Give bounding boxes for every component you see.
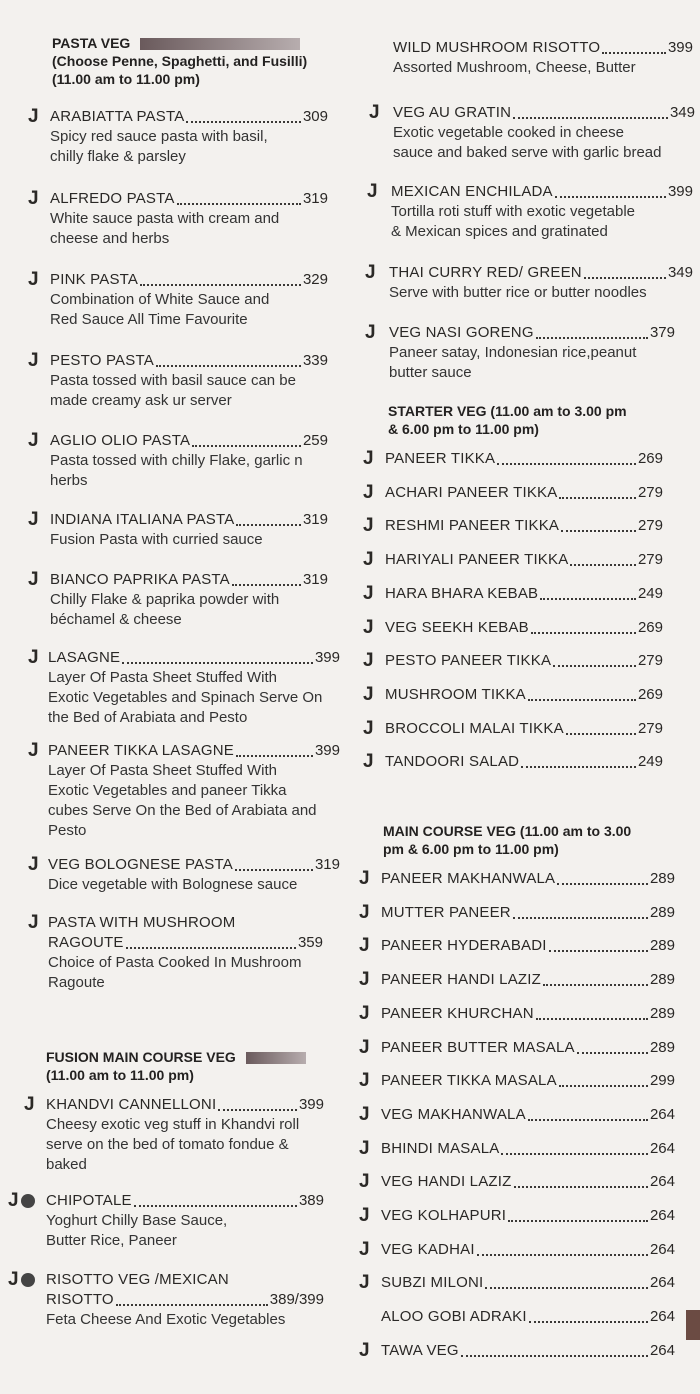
item-price: 259 xyxy=(302,432,328,449)
jain-marker: J xyxy=(24,1094,35,1115)
desc-line: cheese and herbs xyxy=(50,230,170,247)
item-name: PANEER KHURCHAN xyxy=(381,1004,534,1022)
dot-leader xyxy=(540,598,636,600)
menu-item xyxy=(367,182,693,242)
desc-line: Ragoute xyxy=(48,974,105,991)
desc-line: White sauce pasta with cream and xyxy=(50,210,280,227)
menu-item xyxy=(359,1172,675,1192)
jain-marker: J xyxy=(363,751,374,773)
jain-marker: J xyxy=(363,683,374,705)
jain-letter: J xyxy=(8,1269,19,1290)
item-name: PESTO PANEER TIKKA xyxy=(385,652,552,670)
menu-item xyxy=(359,869,675,889)
item-name: VEG NASI GORENG xyxy=(389,324,534,341)
menu-item xyxy=(28,189,328,249)
item-price: 264 xyxy=(649,1139,675,1157)
desc-line: serve on the bed of tomato fondue & xyxy=(46,1136,289,1153)
header-bar xyxy=(140,38,300,50)
dot-leader xyxy=(235,869,313,871)
jain-marker: J xyxy=(28,647,39,668)
item-name: RESHMI PANEER TIKKA xyxy=(385,517,560,535)
desc-line: & Mexican spices and gratinated xyxy=(391,223,608,240)
main-course-header xyxy=(383,822,631,858)
dot-leader xyxy=(529,1321,648,1323)
desc-line: Choice of Pasta Cooked In Mushroom xyxy=(48,954,302,971)
fusion-header xyxy=(46,1048,306,1084)
item-price: 269 xyxy=(637,450,663,467)
dot-leader xyxy=(513,117,668,119)
jain-marker: J xyxy=(369,102,380,123)
item-name: THAI CURRY RED/ GREEN xyxy=(389,264,582,281)
item-price: 309 xyxy=(302,108,328,125)
item-name: MUSHROOM TIKKA xyxy=(385,685,526,703)
item-desc xyxy=(389,343,675,383)
jain-marker: J xyxy=(359,1205,370,1226)
jain-marker: J xyxy=(28,569,39,590)
menu-item xyxy=(359,903,675,923)
menu-item xyxy=(359,1105,675,1125)
item-name: VEG KOLHAPURI xyxy=(381,1207,507,1224)
menu-item xyxy=(359,1038,675,1058)
starter-hours: & 6.00 pm to 11.00 pm) xyxy=(388,421,539,437)
item-name: PANEER TIKKA xyxy=(385,450,496,467)
dot-leader xyxy=(140,284,301,286)
dot-leader xyxy=(218,1109,297,1111)
item-price: 329 xyxy=(302,271,328,288)
item-name: TAWA VEG xyxy=(381,1341,459,1359)
item-name: INDIANA ITALIANA PASTA xyxy=(50,511,235,528)
desc-line: Assorted Mushroom, Cheese, Butter xyxy=(393,59,636,76)
pasta-title: PASTA VEG xyxy=(52,35,131,51)
jain-marker: J xyxy=(28,912,39,933)
menu-item xyxy=(28,510,328,550)
item-name: PANEER MAKHANWALA xyxy=(381,870,556,887)
starter-title: STARTER VEG (11.00 am to 3.00 pm xyxy=(388,403,627,419)
jain-marker: J xyxy=(28,430,39,451)
pasta-subtitle: (Choose Penne, Spaghetti, and Fusilli) xyxy=(52,53,308,69)
item-price: 279 xyxy=(637,517,663,535)
jain-marker: J xyxy=(363,717,374,739)
item-price: 379 xyxy=(649,324,675,341)
menu-item xyxy=(363,752,663,772)
menu-item xyxy=(359,1071,675,1091)
menu-item xyxy=(363,449,663,469)
menu-item xyxy=(363,651,663,671)
dot-leader xyxy=(497,463,636,465)
header-bar xyxy=(246,1052,306,1064)
item-desc xyxy=(389,283,693,303)
item-name: AGLIO OLIO PASTA xyxy=(50,432,191,449)
item-name: VEG SEEKH KEBAB xyxy=(385,618,529,636)
item-price: 264 xyxy=(649,1105,675,1123)
item-desc xyxy=(46,1115,324,1175)
dot-leader xyxy=(236,524,301,526)
starter-header xyxy=(388,402,627,438)
menu-item xyxy=(359,970,675,990)
item-name: HARA BHARA KEBAB xyxy=(385,584,539,602)
dot-leader xyxy=(461,1355,648,1357)
jain-marker xyxy=(8,1270,35,1290)
item-name: ARABIATTA PASTA xyxy=(50,108,185,125)
item-price: 399 xyxy=(667,183,693,200)
desc-line: chilly flake & parsley xyxy=(50,148,186,165)
item-desc xyxy=(50,127,328,167)
desc-line: Chilly Flake & paprika powder with xyxy=(50,591,280,608)
item-name: ALOO GOBI ADRAKI xyxy=(381,1308,527,1326)
jain-marker: J xyxy=(363,481,374,503)
item-name: PINK PASTA xyxy=(50,271,139,288)
jain-marker: J xyxy=(359,1171,370,1193)
menu-item xyxy=(393,38,693,78)
dot-leader xyxy=(570,564,636,566)
item-name: VEG KADHAI xyxy=(381,1240,475,1258)
dot-leader xyxy=(192,445,301,447)
dot-leader xyxy=(584,277,666,279)
jain-marker xyxy=(8,1191,35,1211)
menu-item xyxy=(8,1270,324,1330)
item-name: VEG HANDI LAZIZ xyxy=(381,1173,512,1191)
desc-line: béchamel & cheese xyxy=(50,611,182,628)
item-name: MEXICAN ENCHILADA xyxy=(391,183,553,200)
item-price: 279 xyxy=(637,652,663,670)
desc-line: Exotic vegetable cooked in cheese xyxy=(393,124,624,141)
jain-marker: J xyxy=(28,106,39,127)
desc-line: Layer Of Pasta Sheet Stuffed With xyxy=(48,762,278,779)
item-name: PANEER TIKKA LASAGNE xyxy=(48,742,235,759)
item-name: BROCCOLI MALAI TIKKA xyxy=(385,719,564,737)
item-desc xyxy=(46,1211,324,1251)
item-name: VEG MAKHANWALA xyxy=(381,1105,526,1123)
item-name-cont: RISOTTO xyxy=(46,1291,114,1308)
dot-leader xyxy=(513,917,648,919)
jain-marker: J xyxy=(28,188,39,209)
desc-line: Exotic Vegetables and Spinach Serve On xyxy=(48,689,323,706)
menu-item xyxy=(28,570,328,630)
dot-leader xyxy=(531,632,636,634)
dot-leader xyxy=(232,584,301,586)
item-price: 399 xyxy=(314,649,340,666)
item-name: WILD MUSHROOM RISOTTO xyxy=(393,39,601,56)
desc-line: Yoghurt Chilly Base Sauce, xyxy=(46,1212,228,1229)
item-name: PANEER HYDERABADI xyxy=(381,937,547,955)
menu-item xyxy=(28,741,338,841)
desc-line: Pasta tossed with basil sauce can be xyxy=(50,372,296,389)
menu-item xyxy=(28,107,328,167)
dot-leader xyxy=(186,121,301,123)
jain-marker: J xyxy=(363,616,374,638)
dot-leader xyxy=(116,1304,268,1306)
dot-leader xyxy=(559,1085,648,1087)
item-name: MUTTER PANEER xyxy=(381,903,511,921)
desc-line: Tortilla roti stuff with exotic vegetable xyxy=(391,203,636,220)
desc-line: Exotic Vegetables and paneer Tikka xyxy=(48,782,287,799)
item-price: 264 xyxy=(649,1308,675,1326)
menu-item xyxy=(28,855,338,895)
desc-line: Red Sauce All Time Favourite xyxy=(50,311,248,328)
desc-line: cubes Serve On the Bed of Arabiata and xyxy=(48,802,317,819)
desc-line: Feta Cheese And Exotic Vegetables xyxy=(46,1311,286,1328)
desc-line: butter sauce xyxy=(389,364,472,381)
dot-leader xyxy=(156,365,301,367)
dot-leader xyxy=(566,733,636,735)
item-desc xyxy=(48,761,338,841)
jain-marker: J xyxy=(28,740,39,761)
dot-leader xyxy=(536,1018,648,1020)
item-price: 269 xyxy=(637,618,663,636)
item-desc xyxy=(48,953,338,993)
jain-letter: J xyxy=(8,1190,19,1211)
item-price: 359 xyxy=(297,934,323,951)
item-desc xyxy=(46,1310,324,1330)
non-spicy-icon xyxy=(21,1273,35,1287)
jain-marker: J xyxy=(359,935,370,957)
jain-marker: J xyxy=(28,350,39,371)
jain-marker: J xyxy=(363,549,374,571)
item-price: 319 xyxy=(302,571,328,588)
menu-item xyxy=(28,913,338,993)
item-desc xyxy=(393,123,695,163)
fusion-hours: (11.00 am to 11.00 pm) xyxy=(46,1067,194,1083)
item-price: 289 xyxy=(649,870,675,887)
item-name: ACHARI PANEER TIKKA xyxy=(385,483,558,501)
item-name: PANEER TIKKA MASALA xyxy=(381,1072,557,1090)
item-price: 279 xyxy=(637,551,663,569)
dot-leader xyxy=(134,1205,297,1207)
dot-leader xyxy=(528,1119,648,1121)
item-desc xyxy=(48,875,338,895)
desc-line: baked xyxy=(46,1156,87,1173)
item-name: PESTO PASTA xyxy=(50,352,154,369)
item-name: SUBZI MILONI xyxy=(381,1274,484,1292)
item-price: 389 xyxy=(298,1192,324,1209)
dot-leader xyxy=(577,1052,648,1054)
pasta-header xyxy=(52,34,307,88)
dot-leader xyxy=(477,1254,648,1256)
item-name: BHINDI MASALA xyxy=(381,1139,500,1157)
desc-line: Pesto xyxy=(48,822,87,839)
jain-marker: J xyxy=(367,181,378,202)
item-price: 269 xyxy=(637,685,663,703)
menu-item xyxy=(363,483,663,503)
desc-line: Serve with butter rice or butter noodles xyxy=(389,284,647,301)
item-price: 319 xyxy=(314,856,340,873)
dot-leader xyxy=(485,1287,648,1289)
jain-marker: J xyxy=(359,1137,370,1159)
dot-leader xyxy=(555,196,666,198)
menu-item xyxy=(363,719,663,739)
item-desc xyxy=(391,202,693,242)
menu-item xyxy=(24,1095,324,1175)
item-price: 399 xyxy=(298,1096,324,1113)
dot-leader xyxy=(177,203,301,205)
non-spicy-icon xyxy=(21,1194,35,1208)
item-price: 264 xyxy=(649,1207,675,1224)
dot-leader xyxy=(122,662,313,664)
jain-marker: J xyxy=(359,868,370,889)
menu-item xyxy=(359,1240,675,1260)
item-desc xyxy=(50,451,328,491)
item-price: 319 xyxy=(302,511,328,528)
menu-item xyxy=(28,431,328,491)
item-price: 289 xyxy=(649,903,675,921)
item-price: 279 xyxy=(637,483,663,501)
menu-item xyxy=(8,1191,324,1251)
dot-leader xyxy=(528,699,636,701)
menu-item xyxy=(359,1341,675,1361)
item-price: 299 xyxy=(649,1072,675,1090)
dot-leader xyxy=(514,1186,648,1188)
jain-marker: J xyxy=(359,1339,370,1361)
jain-marker: J xyxy=(28,854,39,875)
item-name: PASTA WITH MUSHROOM xyxy=(48,914,236,931)
item-name: KHANDVI CANNELLONI xyxy=(46,1096,217,1113)
dot-leader xyxy=(521,766,636,768)
item-price: 349 xyxy=(669,104,695,121)
dot-leader xyxy=(543,984,648,986)
desc-line: Layer Of Pasta Sheet Stuffed With xyxy=(48,669,278,686)
item-price: 289 xyxy=(649,1038,675,1056)
menu-item xyxy=(28,351,328,411)
item-price: 264 xyxy=(649,1240,675,1258)
item-name: VEG BOLOGNESE PASTA xyxy=(48,856,233,873)
desc-line: herbs xyxy=(50,472,88,489)
item-price: 319 xyxy=(302,190,328,207)
menu-item xyxy=(365,263,693,303)
jain-marker: J xyxy=(359,1070,370,1092)
fusion-title: FUSION MAIN COURSE VEG xyxy=(46,1049,236,1065)
item-price: 339 xyxy=(302,352,328,369)
item-name: PANEER HANDI LAZIZ xyxy=(381,971,542,989)
desc-line: made creamy ask ur server xyxy=(50,392,232,409)
menu-item xyxy=(359,1206,675,1226)
jain-marker: J xyxy=(363,650,374,672)
menu-item xyxy=(363,516,663,536)
item-price: 249 xyxy=(637,753,663,771)
main-course-title: MAIN COURSE VEG (11.00 am to 3.00 xyxy=(383,823,632,839)
pasta-hours: (11.00 am to 11.00 pm) xyxy=(52,71,200,87)
item-name: BIANCO PAPRIKA PASTA xyxy=(50,571,230,588)
item-price: 264 xyxy=(649,1274,675,1292)
desc-line: Combination of White Sauce and xyxy=(50,291,270,308)
item-price: 289 xyxy=(649,1004,675,1022)
menu-item xyxy=(363,685,663,705)
desc-line: Dice vegetable with Bolognese sauce xyxy=(48,876,298,893)
jain-marker: J xyxy=(359,1272,370,1294)
jain-marker: J xyxy=(363,582,374,604)
item-price: 389/399 xyxy=(269,1291,324,1308)
dot-leader xyxy=(126,947,296,949)
dot-leader xyxy=(559,497,636,499)
menu-item xyxy=(363,618,663,638)
desc-line: Pasta tossed with chilly Flake, garlic n xyxy=(50,452,303,469)
item-price: 279 xyxy=(637,719,663,737)
page-tab-marker xyxy=(686,1310,700,1340)
jain-marker: J xyxy=(359,901,370,923)
jain-marker: J xyxy=(28,509,39,530)
dot-leader xyxy=(508,1220,648,1222)
item-name: TANDOORI SALAD xyxy=(385,753,520,771)
item-price: 349 xyxy=(667,264,693,281)
item-desc xyxy=(50,209,328,249)
dot-leader xyxy=(549,950,648,952)
item-desc xyxy=(393,58,693,78)
desc-line: Cheesy exotic veg stuff in Khandvi roll xyxy=(46,1116,300,1133)
menu-item xyxy=(359,1307,675,1327)
item-name: PANEER BUTTER MASALA xyxy=(381,1038,575,1056)
dot-leader xyxy=(536,337,648,339)
jain-marker: J xyxy=(359,1002,370,1024)
dot-leader xyxy=(557,883,648,885)
item-price: 399 xyxy=(667,39,693,56)
jain-marker: J xyxy=(359,1036,370,1058)
item-price: 249 xyxy=(637,584,663,602)
desc-line: the Bed of Arabiata and Pesto xyxy=(48,709,248,726)
menu-item xyxy=(363,584,663,604)
jain-marker: J xyxy=(363,515,374,537)
menu-item xyxy=(359,1273,675,1293)
item-desc xyxy=(50,590,328,630)
desc-line: Butter Rice, Paneer xyxy=(46,1232,177,1249)
menu-item xyxy=(363,550,663,570)
item-name: CHIPOTALE xyxy=(46,1192,132,1209)
item-desc xyxy=(50,530,328,550)
item-name: RISOTTO VEG /MEXICAN xyxy=(46,1271,229,1288)
jain-marker: J xyxy=(365,262,376,283)
item-name: HARIYALI PANEER TIKKA xyxy=(385,551,569,569)
item-name: VEG AU GRATIN xyxy=(393,104,512,121)
desc-line: Spicy red sauce pasta with basil, xyxy=(50,128,268,145)
menu-item xyxy=(365,323,675,383)
item-name: ALFREDO PASTA xyxy=(50,190,175,207)
desc-line: sauce and baked serve with garlic bread xyxy=(393,144,662,161)
jain-marker: J xyxy=(359,1238,370,1260)
item-price: 264 xyxy=(649,1173,675,1191)
menu-item xyxy=(359,936,675,956)
item-price: 289 xyxy=(649,971,675,989)
jain-marker: J xyxy=(28,269,39,290)
menu-item xyxy=(28,648,338,728)
dot-leader xyxy=(501,1153,648,1155)
dot-leader xyxy=(553,665,636,667)
item-desc xyxy=(50,371,328,411)
menu-item xyxy=(28,270,328,330)
menu-item xyxy=(359,1004,675,1024)
dot-leader xyxy=(561,530,636,532)
main-course-hours: pm & 6.00 pm to 11.00 pm) xyxy=(383,841,559,857)
jain-marker: J xyxy=(365,322,376,343)
jain-marker: J xyxy=(359,1103,370,1125)
item-price: 264 xyxy=(649,1341,675,1359)
jain-marker: J xyxy=(363,448,374,469)
item-price: 289 xyxy=(649,937,675,955)
dot-leader xyxy=(602,52,666,54)
menu-item xyxy=(369,103,695,163)
item-price: 399 xyxy=(314,742,340,759)
dot-leader xyxy=(236,755,313,757)
desc-line: Fusion Pasta with curried sauce xyxy=(50,531,263,548)
desc-line: Paneer satay, Indonesian rice,peanut xyxy=(389,344,637,361)
item-desc xyxy=(48,668,338,728)
item-name-cont: RAGOUTE xyxy=(48,934,124,951)
item-name: LASAGNE xyxy=(48,649,121,666)
menu-item xyxy=(359,1139,675,1159)
item-desc xyxy=(50,290,328,330)
jain-marker: J xyxy=(359,969,370,991)
